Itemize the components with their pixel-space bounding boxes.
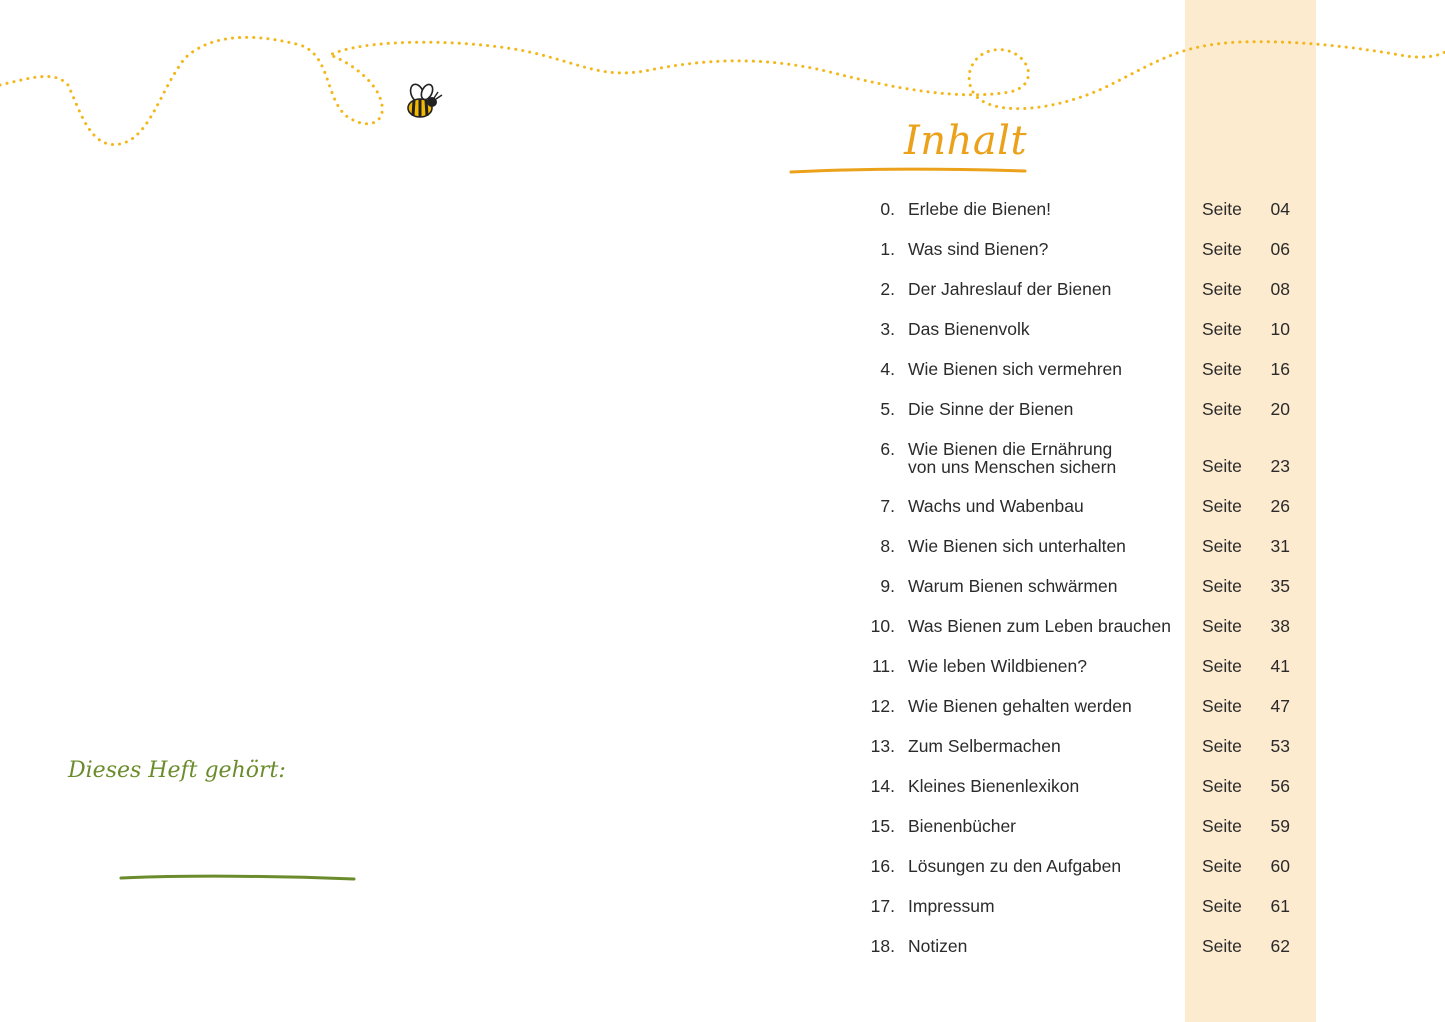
toc-label: Zum Selbermachen: [908, 736, 1061, 756]
toc-number: 1.: [880, 239, 895, 259]
toc-label: Impressum: [908, 896, 995, 916]
toc-number: 4.: [880, 359, 895, 379]
toc-label: Wie leben Wildbienen?: [908, 656, 1087, 676]
seite-label: Seite: [1202, 856, 1242, 876]
toc-label: Warum Bienen schwärmen: [908, 576, 1118, 596]
toc-label: Bienenbücher: [908, 816, 1016, 836]
toc-label: Wachs und Wabenbau: [908, 496, 1084, 516]
seite-label: Seite: [1202, 399, 1242, 419]
page-number: 47: [1270, 696, 1290, 716]
toc-number: 13.: [870, 736, 895, 756]
toc-title: Inhalt: [904, 118, 1028, 164]
toc-entry[interactable]: [860, 230, 1300, 264]
seite-label: Seite: [1202, 496, 1242, 516]
toc-number: 8.: [880, 536, 895, 556]
toc-entry[interactable]: [860, 687, 1300, 721]
toc-entry[interactable]: [860, 487, 1300, 521]
toc-label: Erlebe die Bienen!: [908, 199, 1052, 219]
toc-number: 7.: [880, 496, 895, 516]
toc-number: 6.: [880, 439, 895, 459]
page-number: 23: [1270, 456, 1290, 476]
page-number: 10: [1270, 319, 1290, 339]
toc-entry[interactable]: [860, 847, 1300, 881]
seite-label: Seite: [1202, 576, 1242, 596]
toc-entry[interactable]: [860, 270, 1300, 304]
page-number: 06: [1270, 239, 1290, 259]
page-number: 61: [1270, 896, 1290, 916]
page-number: 53: [1270, 736, 1290, 756]
seite-label: Seite: [1202, 816, 1242, 836]
page-number: 38: [1270, 616, 1290, 636]
page-number: 35: [1270, 576, 1290, 596]
page-number: 04: [1270, 199, 1290, 219]
title-underline: [789, 164, 1029, 178]
toc-label: Wie Bienen sich unterhalten: [908, 536, 1126, 556]
page-number: 60: [1270, 856, 1290, 876]
toc-number: 15.: [870, 816, 895, 836]
toc-label: Kleines Bienenlexikon: [908, 776, 1080, 796]
seite-label: Seite: [1202, 319, 1242, 339]
toc-label: Der Jahreslauf der Bienen: [908, 279, 1112, 299]
toc-label: Notizen: [908, 936, 968, 956]
toc-entry[interactable]: [860, 310, 1300, 344]
seite-label: Seite: [1202, 736, 1242, 756]
owner-label: Dieses Heft gehört:: [68, 758, 286, 783]
toc-number: 2.: [880, 279, 895, 299]
seite-label: Seite: [1202, 656, 1242, 676]
toc-number: 0.: [880, 199, 895, 219]
seite-label: Seite: [1202, 239, 1242, 259]
toc-entry[interactable]: [860, 350, 1300, 384]
seite-label: Seite: [1202, 456, 1242, 476]
seite-label: Seite: [1202, 536, 1242, 556]
seite-label: Seite: [1202, 199, 1242, 219]
toc-number: 10.: [870, 616, 895, 636]
page-number: 26: [1270, 496, 1290, 516]
toc-entry[interactable]: [860, 767, 1300, 801]
seite-label: Seite: [1202, 776, 1242, 796]
seite-label: Seite: [1202, 896, 1242, 916]
toc-label: Was sind Bienen?: [908, 239, 1049, 259]
toc-label: Das Bienenvolk: [908, 319, 1030, 339]
page-number: 41: [1270, 656, 1290, 676]
owner-name-line[interactable]: [118, 870, 358, 884]
toc-entry[interactable]: [860, 190, 1300, 224]
toc-label: Wie Bienen die Ernährung von uns Menschen sichern: [908, 439, 1117, 477]
toc-label: Was Bienen zum Leben brauchen: [908, 616, 1171, 636]
seite-label: Seite: [1202, 616, 1242, 636]
page-number: 31: [1270, 536, 1290, 556]
toc-number: 18.: [870, 936, 895, 956]
seite-label: Seite: [1202, 696, 1242, 716]
toc-entry[interactable]: [860, 727, 1300, 761]
page-number: 20: [1270, 399, 1290, 419]
toc-entry[interactable]: [860, 647, 1300, 681]
toc-entry[interactable]: [860, 607, 1300, 641]
toc-label: Wie Bienen gehalten werden: [908, 696, 1132, 716]
toc-number: 17.: [870, 896, 895, 916]
toc-entry[interactable]: [860, 567, 1300, 601]
toc-label: Wie Bienen sich vermehren: [908, 359, 1122, 379]
toc-number: 14.: [870, 776, 895, 796]
toc-number: 3.: [880, 319, 895, 339]
bee-icon: [400, 80, 446, 124]
page-number: 59: [1270, 816, 1290, 836]
toc-number: 11.: [871, 656, 895, 676]
toc-number: 12.: [870, 696, 895, 716]
toc-entry[interactable]: [860, 927, 1300, 961]
dotted-flight-path: [0, 0, 1445, 170]
seite-label: Seite: [1202, 359, 1242, 379]
toc-entry[interactable]: [860, 430, 1300, 482]
toc-entry[interactable]: [860, 527, 1300, 561]
seite-label: Seite: [1202, 936, 1242, 956]
page-number: 16: [1270, 359, 1290, 379]
page-number: 62: [1270, 936, 1290, 956]
toc-number: 5.: [880, 399, 895, 419]
page-number: 56: [1270, 776, 1290, 796]
toc-entry[interactable]: [860, 807, 1300, 841]
seite-label: Seite: [1202, 279, 1242, 299]
toc-entry[interactable]: [860, 887, 1300, 921]
toc-number: 16.: [870, 856, 895, 876]
page-number: 08: [1270, 279, 1290, 299]
toc-label: Lösungen zu den Aufgaben: [908, 856, 1122, 876]
toc-label: Die Sinne der Bienen: [908, 399, 1074, 419]
toc-number: 9.: [880, 576, 895, 596]
toc-entry[interactable]: [860, 390, 1300, 424]
